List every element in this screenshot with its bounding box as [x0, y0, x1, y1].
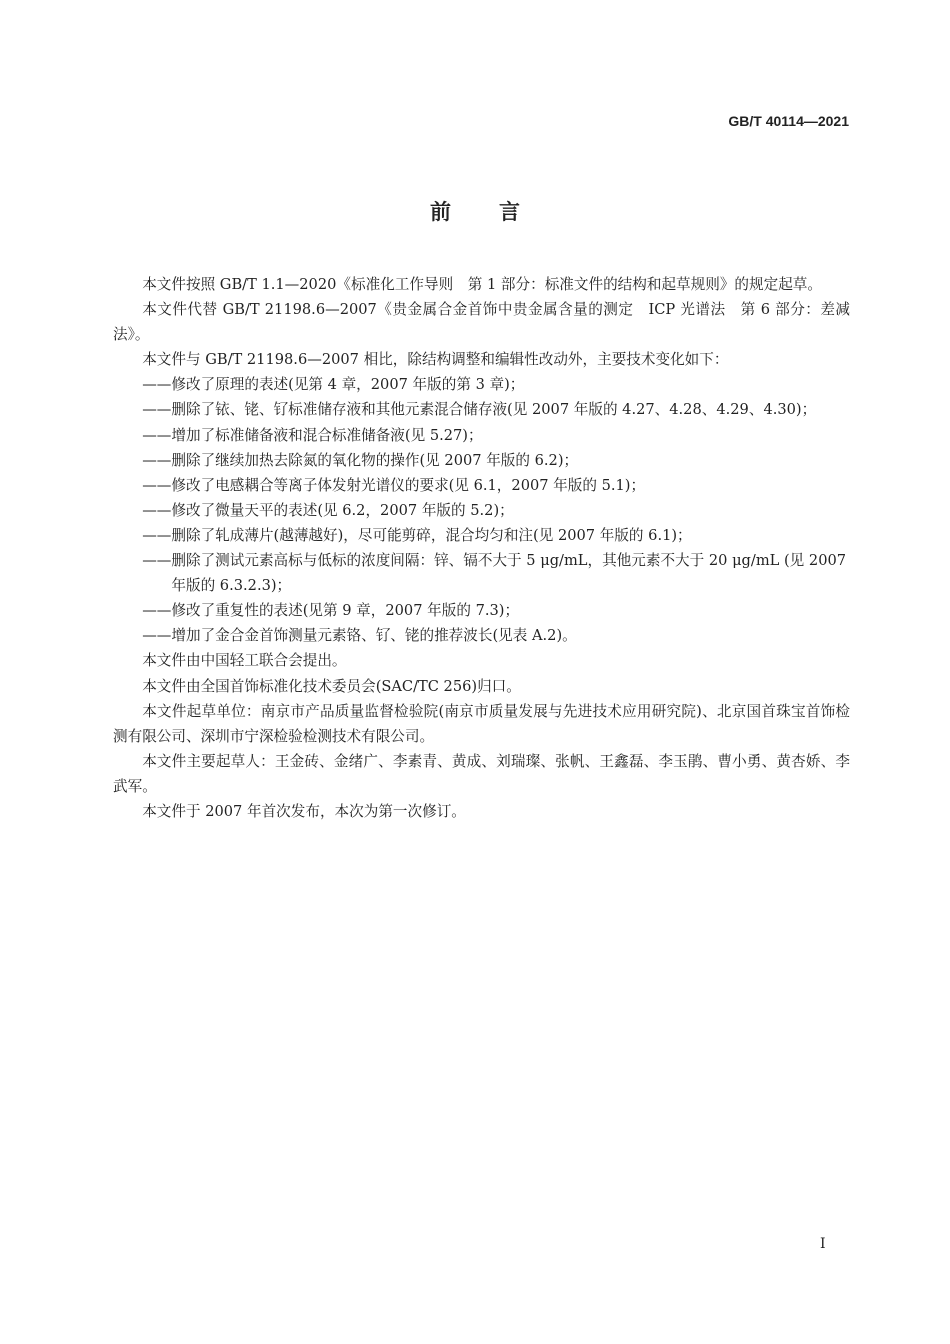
change-item: ——修改了微量天平的表述(见 6.2，2007 年版的 5.2)；: [142, 501, 514, 519]
paragraph: 本文件由中国轻工联合会提出。: [142, 652, 347, 670]
paragraph: 本文件按照 GB/T 1.1—2020《标准化工作导则 第 1 部分：标准文件的结构和起草规则》的规定起草。: [142, 276, 822, 293]
paragraph: 本文件代替 GB/T 21198.6—2007《贵金属合金首饰中贵金属含量的测定 ICP 光谱法 第 6 部分：差减法》。: [113, 301, 850, 344]
change-item: ——删除了轧成薄片(越薄越好)，尽可能剪碎，混合均匀和注(见 2007 年版的 6.1)；: [142, 526, 692, 544]
change-item: ——增加了金合金首饰测量元素铬、钌、铑的推荐波长(见表 A.2)。: [142, 627, 577, 645]
change-item: ——修改了电感耦合等离子体发射光谱仪的要求(见 6.1，2007 年版的 5.1)；: [142, 476, 646, 494]
page-title: 前言: [430, 199, 568, 224]
paragraph: 本文件起草单位：南京市产品质量监督检验院(南京市质量发展与先进技术应用研究院)、北京国首珠宝首饰检测有限公司、深圳市宁深检验检测技术有限公司。: [113, 702, 850, 745]
change-item: ——修改了重复性的表述(见第 9 章，2007 年版的 7.3)；: [142, 602, 520, 620]
foreword-body: [113, 272, 850, 824]
paragraph: 本文件与 GB/T 21198.6—2007 相比，除结构调整和编辑性改动外，主要技术变化如下：: [142, 351, 729, 369]
paragraph: 本文件由全国首饰标准化技术委员会(SAC/TC 256)归口。: [142, 677, 521, 695]
change-item: ——删除了继续加热去除氮的氧化物的操作(见 2007 年版的 6.2)；: [142, 451, 579, 469]
change-item: ——删除了铱、铑、钌标准储存液和其他元素混合储存液(见 2007 年版的 4.27、4.28、4.29、4.30)；: [142, 401, 817, 419]
page-number: I: [820, 1236, 826, 1252]
change-item: ——增加了标准储备液和混合标准储备液(见 5.27)；: [142, 426, 483, 444]
change-item: ——删除了测试元素高标与低标的浓度间隔：锌、镉不大于 5 μg/mL，其他元素不大于 20 μg/mL (见 2007 年版的 6.3.2.3)；: [142, 552, 847, 595]
standard-number: GB/T 40114—2021: [728, 113, 849, 129]
paragraph: 本文件于 2007 年首次发布，本次为第一次修订。: [142, 802, 466, 820]
paragraph: 本文件主要起草人：王金砖、金绪广、李素青、黄成、刘瑞璨、张帆、王鑫磊、李玉鹃、曹小勇、黄杏娇、李武军。: [113, 752, 850, 795]
change-item: ——修改了原理的表述(见第 4 章，2007 年版的第 3 章)；: [142, 376, 525, 394]
